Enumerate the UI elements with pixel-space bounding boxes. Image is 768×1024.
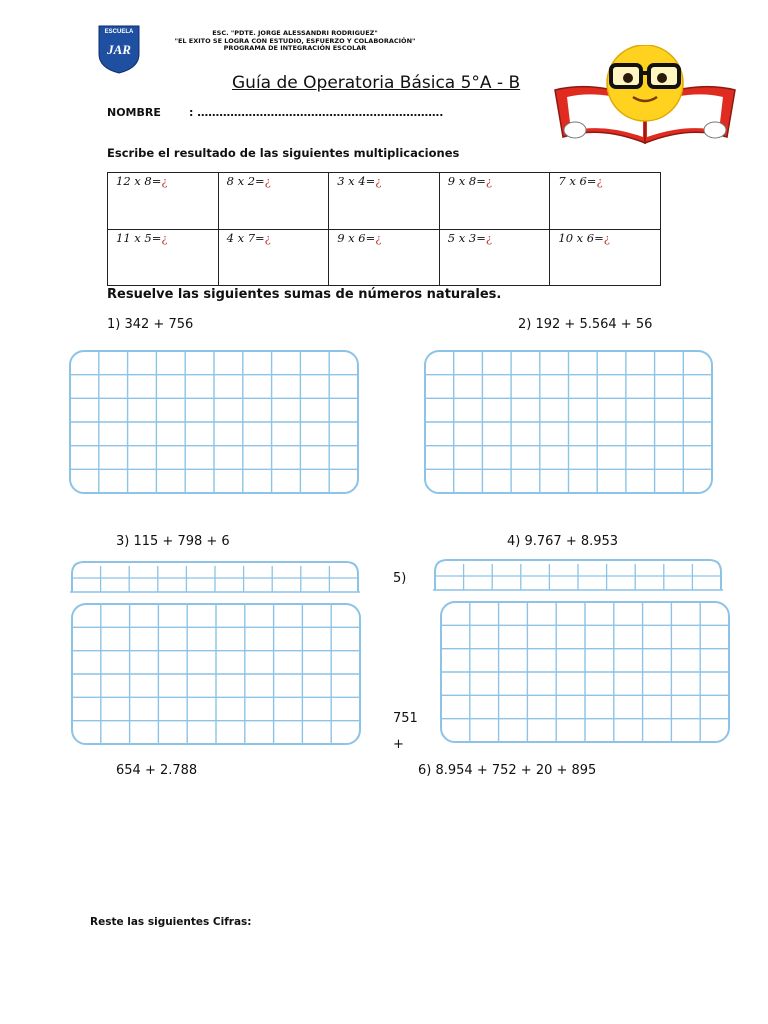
answer-placeholder: ¿ [161,174,168,188]
mult-expression: 9 x 6= [337,230,376,245]
school-logo [95,24,143,74]
mult-cell[interactable] [329,229,440,286]
mult-cell[interactable] [439,173,550,230]
mult-cell[interactable] [108,173,219,230]
mult-expression: 12 x 8= [116,174,162,188]
answer-placeholder: ¿ [264,174,271,188]
carry-strip-4[interactable] [433,558,723,594]
school-program: PROGRAMA DE INTEGRACIÓN ESCOLAR [223,44,367,52]
mult-cell[interactable] [550,173,661,230]
mult-cell[interactable] [108,229,219,286]
guide-title: Guía de Operatoria Básica 5°A - B [232,73,521,93]
name-field[interactable] [107,106,443,119]
answer-placeholder: ¿ [485,230,493,245]
sum-problem-5-number: 751 [393,711,418,726]
sum-problem-4: 4) 9.767 + 8.953 [507,534,619,549]
reading-emoji-illustration [545,45,745,145]
answer-placeholder: ¿ [375,174,382,188]
answer-placeholder: ¿ [603,230,610,245]
sums-instruction: Resuelve las siguientes sumas de números naturales. [107,287,502,302]
answer-placeholder: ¿ [375,230,382,245]
answer-placeholder: ¿ [161,230,168,245]
carry-strip-3[interactable] [70,560,360,596]
sum-problem-5-extra: 654 + 2.788 [116,763,198,778]
answer-grid-2[interactable] [423,349,714,495]
mult-expression: 7 x 6= [558,174,597,188]
mult-expression: 3 x 4= [337,174,376,188]
mult-expression: 9 x 8= [447,174,486,188]
answer-placeholder: ¿ [485,174,493,188]
answer-placeholder: ¿ [264,230,271,245]
answer-grid-3[interactable] [70,602,362,746]
answer-grid-1[interactable] [68,349,360,495]
sum-problem-1: 1) 342 + 756 [107,317,194,332]
multiplication-table [107,172,661,286]
sum-problem-2: 2) 192 + 5.564 + 56 [518,317,653,332]
name-line[interactable]: : …………………………………………………………. [189,106,444,119]
answer-grid-4[interactable] [439,600,731,744]
logo-monogram: JAR [107,42,131,57]
school-name: ESC. "PDTE. JORGE ALESSANDRI RODRIGUEZ" [212,29,378,37]
school-motto: "EL EXITO SE LOGRA CON ESTUDIO, ESFUERZO Y COLABORACIÓN" [174,36,416,45]
mult-expression: 10 x 6= [558,230,604,245]
sum-problem-6: 6) 8.954 + 752 + 20 + 895 [418,763,597,778]
mult-cell[interactable] [439,229,550,286]
answer-placeholder: ¿ [596,174,603,188]
table-row [108,229,661,286]
mult-expression: 4 x 7= [226,230,265,245]
sum-problem-3: 3) 115 + 798 + 6 [116,534,230,549]
sum-problem-5-label: 5) [393,571,407,586]
mult-expression: 8 x 2= [226,174,265,188]
mult-cell[interactable] [550,229,661,286]
mult-cell[interactable] [329,173,440,230]
table-row [108,173,661,230]
mult-cell[interactable] [218,173,329,230]
mult-cell[interactable] [218,229,329,286]
multiplication-instruction: Escribe el resultado de las siguientes multiplicaciones [107,146,460,160]
sum-problem-5-plus: + [393,737,404,752]
logo-text: ESCUELA [104,29,134,35]
name-label: NOMBRE [107,106,161,119]
subtraction-instruction: Reste las siguientes Cifras: [90,916,252,928]
mult-expression: 11 x 5= [116,230,162,245]
mult-expression: 5 x 3= [447,230,486,245]
school-info [150,30,440,53]
